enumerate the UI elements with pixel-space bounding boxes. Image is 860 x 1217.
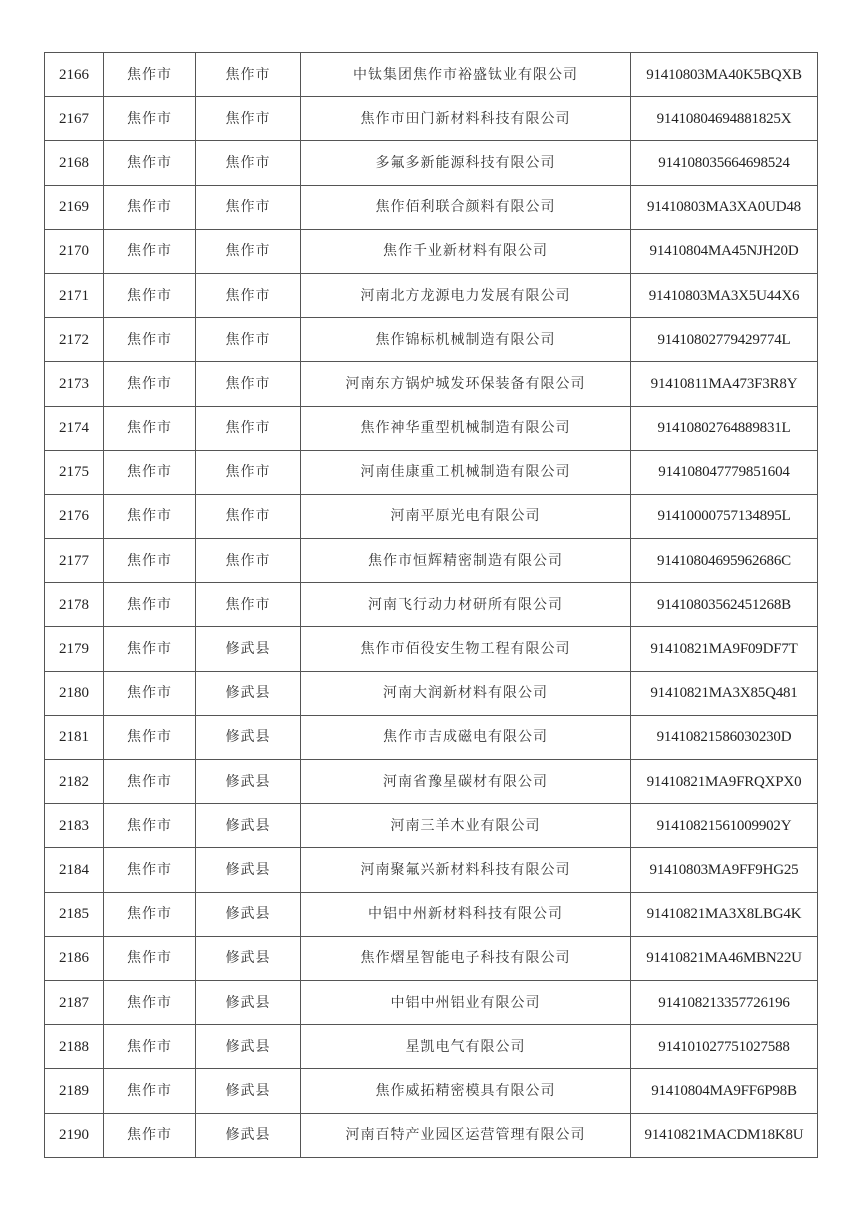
- city-cell: 焦作市: [104, 406, 196, 450]
- city-cell: 焦作市: [104, 185, 196, 229]
- credit-code-cell: 914108047779851604: [631, 450, 818, 494]
- county-cell: 焦作市: [196, 141, 301, 185]
- credit-code-cell: 91410821MA3X85Q481: [631, 671, 818, 715]
- company-name-cell: 焦作神华重型机械制造有限公司: [301, 406, 631, 450]
- row-number: 2189: [45, 1069, 104, 1113]
- credit-code-cell: 91410804MA9FF6P98B: [631, 1069, 818, 1113]
- company-name-cell: 河南东方锅炉城发环保装备有限公司: [301, 362, 631, 406]
- row-number: 2178: [45, 583, 104, 627]
- credit-code-cell: 91410803MA3X5U44X6: [631, 273, 818, 317]
- row-number: 2176: [45, 494, 104, 538]
- row-number: 2190: [45, 1113, 104, 1157]
- row-number: 2180: [45, 671, 104, 715]
- county-cell: 焦作市: [196, 494, 301, 538]
- table-row: [45, 53, 818, 97]
- county-cell: 修武县: [196, 980, 301, 1024]
- table-row: [45, 539, 818, 583]
- credit-code-cell: 91410821MA9F09DF7T: [631, 627, 818, 671]
- county-cell: 焦作市: [196, 97, 301, 141]
- table-row: [45, 804, 818, 848]
- city-cell: 焦作市: [104, 318, 196, 362]
- credit-code-cell: 91410802764889831L: [631, 406, 818, 450]
- county-cell: 修武县: [196, 1025, 301, 1069]
- city-cell: 焦作市: [104, 229, 196, 273]
- city-cell: 焦作市: [104, 1113, 196, 1157]
- credit-code-cell: 91410821MACDM18K8U: [631, 1113, 818, 1157]
- company-name-cell: 星凯电气有限公司: [301, 1025, 631, 1069]
- row-number: 2186: [45, 936, 104, 980]
- table-row: [45, 627, 818, 671]
- county-cell: 焦作市: [196, 229, 301, 273]
- credit-code-cell: 91410804MA45NJH20D: [631, 229, 818, 273]
- table-row: [45, 141, 818, 185]
- company-name-cell: 河南百特产业园区运营管理有限公司: [301, 1113, 631, 1157]
- city-cell: 焦作市: [104, 715, 196, 759]
- city-cell: 焦作市: [104, 760, 196, 804]
- table-row: [45, 848, 818, 892]
- city-cell: 焦作市: [104, 671, 196, 715]
- credit-code-cell: 914101027751027588: [631, 1025, 818, 1069]
- credit-code-cell: 91410821561009902Y: [631, 804, 818, 848]
- company-name-cell: 多氟多新能源科技有限公司: [301, 141, 631, 185]
- credit-code-cell: 91410821MA9FRQXPX0: [631, 760, 818, 804]
- county-cell: 焦作市: [196, 539, 301, 583]
- row-number: 2175: [45, 450, 104, 494]
- row-number: 2187: [45, 980, 104, 1024]
- table-row: [45, 892, 818, 936]
- table-row: [45, 362, 818, 406]
- county-cell: 焦作市: [196, 450, 301, 494]
- table-row: [45, 671, 818, 715]
- company-name-cell: 焦作市田门新材料科技有限公司: [301, 97, 631, 141]
- table-row: [45, 229, 818, 273]
- city-cell: 焦作市: [104, 804, 196, 848]
- county-cell: 焦作市: [196, 273, 301, 317]
- company-name-cell: 中钛集团焦作市裕盛钛业有限公司: [301, 53, 631, 97]
- row-number: 2167: [45, 97, 104, 141]
- credit-code-cell: 91410821586030230D: [631, 715, 818, 759]
- city-cell: 焦作市: [104, 450, 196, 494]
- city-cell: 焦作市: [104, 1069, 196, 1113]
- city-cell: 焦作市: [104, 141, 196, 185]
- county-cell: 修武县: [196, 892, 301, 936]
- credit-code-cell: 91410803MA3XA0UD48: [631, 185, 818, 229]
- county-cell: 修武县: [196, 936, 301, 980]
- table-row: [45, 97, 818, 141]
- table-body: [45, 53, 818, 1158]
- county-cell: 修武县: [196, 715, 301, 759]
- company-name-cell: 焦作市吉成磁电有限公司: [301, 715, 631, 759]
- credit-code-cell: 91410000757134895L: [631, 494, 818, 538]
- row-number: 2177: [45, 539, 104, 583]
- credit-code-cell: 91410803MA9FF9HG25: [631, 848, 818, 892]
- city-cell: 焦作市: [104, 53, 196, 97]
- city-cell: 焦作市: [104, 627, 196, 671]
- row-number: 2188: [45, 1025, 104, 1069]
- enterprise-list-table: [44, 52, 818, 1158]
- city-cell: 焦作市: [104, 892, 196, 936]
- row-number: 2168: [45, 141, 104, 185]
- credit-code-cell: 914108035664698524: [631, 141, 818, 185]
- credit-code-cell: 91410803MA40K5BQXB: [631, 53, 818, 97]
- company-name-cell: 河南北方龙源电力发展有限公司: [301, 273, 631, 317]
- city-cell: 焦作市: [104, 273, 196, 317]
- company-name-cell: 河南大润新材料有限公司: [301, 671, 631, 715]
- table-row: [45, 494, 818, 538]
- table-row: [45, 450, 818, 494]
- row-number: 2179: [45, 627, 104, 671]
- county-cell: 修武县: [196, 760, 301, 804]
- table-row: [45, 936, 818, 980]
- county-cell: 焦作市: [196, 185, 301, 229]
- row-number: 2174: [45, 406, 104, 450]
- table-row: [45, 1069, 818, 1113]
- row-number: 2172: [45, 318, 104, 362]
- table-row: [45, 1113, 818, 1157]
- city-cell: 焦作市: [104, 1025, 196, 1069]
- table-row: [45, 980, 818, 1024]
- row-number: 2181: [45, 715, 104, 759]
- county-cell: 焦作市: [196, 406, 301, 450]
- city-cell: 焦作市: [104, 980, 196, 1024]
- row-number: 2183: [45, 804, 104, 848]
- company-name-cell: 中铝中州新材料科技有限公司: [301, 892, 631, 936]
- company-name-cell: 河南佳康重工机械制造有限公司: [301, 450, 631, 494]
- company-name-cell: 焦作千业新材料有限公司: [301, 229, 631, 273]
- row-number: 2166: [45, 53, 104, 97]
- table-row: [45, 406, 818, 450]
- company-name-cell: 河南省豫星碳材有限公司: [301, 760, 631, 804]
- table-row: [45, 318, 818, 362]
- company-name-cell: 河南三羊木业有限公司: [301, 804, 631, 848]
- company-name-cell: 河南平原光电有限公司: [301, 494, 631, 538]
- row-number: 2171: [45, 273, 104, 317]
- credit-code-cell: 91410804694881825X: [631, 97, 818, 141]
- credit-code-cell: 91410821MA46MBN22U: [631, 936, 818, 980]
- county-cell: 修武县: [196, 671, 301, 715]
- company-name-cell: 焦作锦标机械制造有限公司: [301, 318, 631, 362]
- row-number: 2182: [45, 760, 104, 804]
- county-cell: 焦作市: [196, 53, 301, 97]
- company-name-cell: 焦作熠星智能电子科技有限公司: [301, 936, 631, 980]
- city-cell: 焦作市: [104, 97, 196, 141]
- city-cell: 焦作市: [104, 494, 196, 538]
- credit-code-cell: 91410804695962686C: [631, 539, 818, 583]
- county-cell: 修武县: [196, 1113, 301, 1157]
- city-cell: 焦作市: [104, 848, 196, 892]
- credit-code-cell: 91410821MA3X8LBG4K: [631, 892, 818, 936]
- county-cell: 修武县: [196, 804, 301, 848]
- row-number: 2184: [45, 848, 104, 892]
- county-cell: 修武县: [196, 1069, 301, 1113]
- city-cell: 焦作市: [104, 583, 196, 627]
- table-row: [45, 760, 818, 804]
- company-name-cell: 焦作市佰役安生物工程有限公司: [301, 627, 631, 671]
- company-name-cell: 焦作威拓精密模具有限公司: [301, 1069, 631, 1113]
- company-name-cell: 焦作佰利联合颜料有限公司: [301, 185, 631, 229]
- table-row: [45, 185, 818, 229]
- city-cell: 焦作市: [104, 936, 196, 980]
- county-cell: 焦作市: [196, 318, 301, 362]
- credit-code-cell: 91410802779429774L: [631, 318, 818, 362]
- credit-code-cell: 914108213357726196: [631, 980, 818, 1024]
- company-name-cell: 中铝中州铝业有限公司: [301, 980, 631, 1024]
- credit-code-cell: 91410803562451268B: [631, 583, 818, 627]
- county-cell: 焦作市: [196, 362, 301, 406]
- county-cell: 焦作市: [196, 583, 301, 627]
- city-cell: 焦作市: [104, 539, 196, 583]
- table-row: [45, 1025, 818, 1069]
- table-row: [45, 715, 818, 759]
- company-name-cell: 河南聚氟兴新材料科技有限公司: [301, 848, 631, 892]
- row-number: 2169: [45, 185, 104, 229]
- table-row: [45, 273, 818, 317]
- company-name-cell: 焦作市恒辉精密制造有限公司: [301, 539, 631, 583]
- row-number: 2185: [45, 892, 104, 936]
- table-row: [45, 583, 818, 627]
- city-cell: 焦作市: [104, 362, 196, 406]
- row-number: 2173: [45, 362, 104, 406]
- company-name-cell: 河南飞行动力材研所有限公司: [301, 583, 631, 627]
- credit-code-cell: 91410811MA473F3R8Y: [631, 362, 818, 406]
- county-cell: 修武县: [196, 627, 301, 671]
- county-cell: 修武县: [196, 848, 301, 892]
- row-number: 2170: [45, 229, 104, 273]
